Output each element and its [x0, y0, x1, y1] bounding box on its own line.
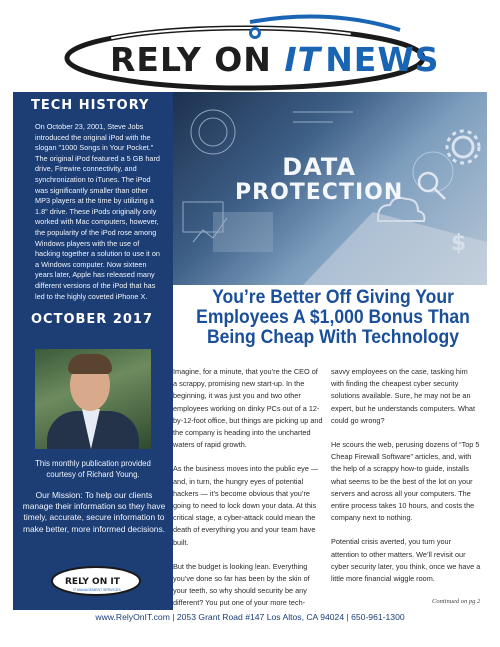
masthead [0, 0, 500, 92]
publication-credit: This monthly publication provided courtesy of Richard Young. [35, 459, 151, 479]
author-portrait [35, 349, 151, 449]
footer-contact: www.RelyOnIT.com | 2053 Grant Road #147 Los Altos, CA 94024 | 650-961-1300 [95, 612, 405, 622]
rely-on-it-logo [49, 562, 143, 600]
article-column-2 [331, 366, 481, 597]
logo-wordmark: RELY ON IT [65, 577, 120, 587]
article-paragraph: But the budget is looking lean. Everything you’ve done so far has been by the skin of your teeth, so why should security be any different? You put one of your more tech- [173, 561, 310, 608]
hero-title-line2: PROTECTION [235, 180, 404, 205]
tech-history-heading: TECH HISTORY [31, 98, 150, 113]
article-paragraph: As the business moves into the public eye — and, in turn, the hungry eyes of potential hackers — it’s become obvious that you’re going to need to lock down your data. At this critical stage, a cyber-attack could mean the death of everything you and your team have built. [173, 464, 319, 547]
masthead-title-it: IT [284, 40, 322, 79]
article-column-1 [173, 366, 323, 622]
article-paragraph: He scours the web, perusing dozens of “Top 5 Cheap Firewall Software” articles, and, with the help of a scrappy how-to guide, installs what seems to be the best of the lot on your servers and across all your computers. The entire process takes 10 hours, and costs the company next to nothing. [331, 440, 480, 523]
hero-title-line1: DATA [282, 153, 356, 181]
masthead-title-news: NEWS [325, 40, 440, 79]
continued-note: Continued on pg 2 [432, 598, 481, 605]
masthead-title [110, 40, 440, 79]
article-paragraph: Potential crisis averted, you turn your attention to other matters. We’ll revisit our cyber security later, you think, once we have a little more financial wiggle room. [331, 537, 481, 584]
tech-history-text: On October 23, 2001, Steve Jobs introduced the original iPod with the slogan "1000 Songs in Your Pocket." The original iPod featured a 5 GB hard drive, Firewire connectivity, and synchronization to iTunes. The iPod was significantly smaller than other MP3 players at the time by utilizing a 1.8" drive. These iPods originally only worked with Mac computers, however, the popularity of the iPod rose among Windows players with the use of hacking together a solution to use it on a Windows computer. Now sixteen years later, Apple has released many different versions of the iPod that has led to the highly coveted iPhone X. [35, 122, 160, 301]
mission-statement: Our Mission: To help our clients manage their information so they have timely, accurate, secure information to make better, more informed decisions. [22, 490, 166, 534]
search-icon [419, 173, 445, 199]
gear-icon [447, 131, 479, 163]
sidebar [13, 92, 173, 610]
logo-tagline: IT MANAGEMENT SERVICES [73, 588, 121, 592]
article-paragraph: Imagine, for a minute, that you’re the CEO of a scrappy, promising new start-up. In the beginning, it was just you and two other employees working on dinky PCs out of a 12-by-12-foot office, but things are picking up and the company is heading into the uncharted waters of rapid growth. [173, 367, 323, 450]
masthead-title-rely-on: RELY ON [110, 40, 285, 79]
hero-title [235, 154, 403, 206]
issue-month-heading: OCTOBER 2017 [31, 312, 154, 328]
article-paragraph: savvy employees on the case, tasking him with finding the cheapest cyber security solutions available. Sure, he may not be an expert, but he understands computers. What could go wrong? [331, 367, 475, 425]
article-headline: You’re Better Off Giving Your Employees A $1,000 Bonus Than Being Cheap With Technology [196, 286, 470, 348]
hero-image-data-protection [173, 92, 487, 285]
